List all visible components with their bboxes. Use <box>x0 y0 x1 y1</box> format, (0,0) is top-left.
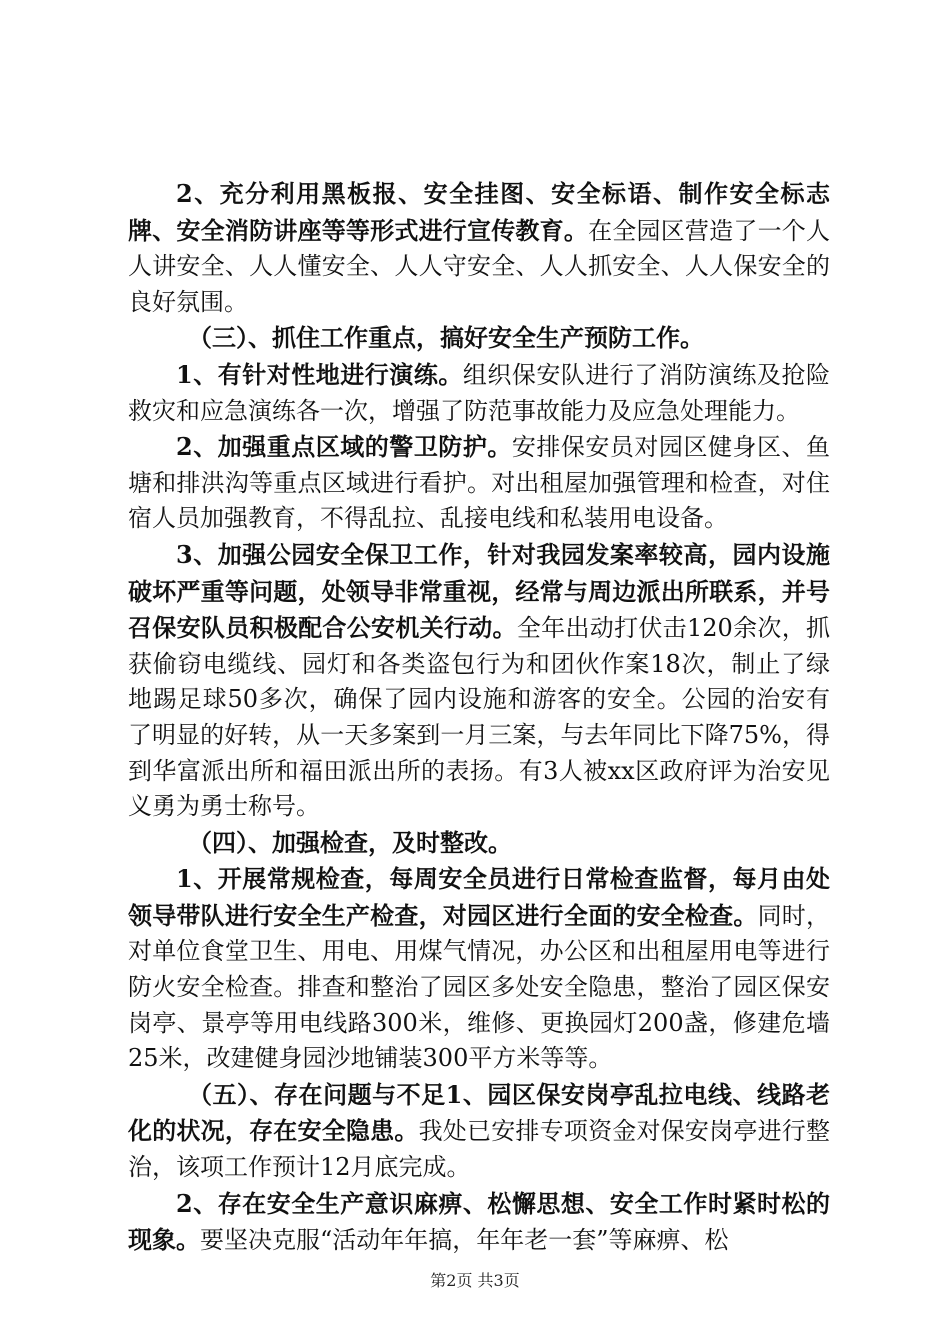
paragraph-lead: 3、加强公园安全保卫工作，针对我园发案率较高，园内设施破坏严重等问题，处领导非常重视，经常与周边派出所联系，并号召保安队员积极配合公安机关行动。 <box>128 539 830 643</box>
paragraph-text: 安排保安员对园区健身区、鱼塘和排洪沟等重点区域进行看护。对出租屋加强管理和检查，对住宿人员加强教育，不得乱拉、乱接电线和私装用电设备。 <box>128 433 830 533</box>
paragraph-lead: 1、开展常规检查，每周安全员进行日常检查监督，每月由处领导带队进行安全生产检查，对园区进行全面的安全检查。 <box>128 864 830 930</box>
section-heading-4 <box>128 825 830 862</box>
document-body <box>128 176 830 1259</box>
paragraph-lead: 2、存在安全生产意识麻痹、松懈思想、安全工作时紧时松的现象。 <box>128 1188 830 1255</box>
section-heading-text: （三）、抓住工作重点，搞好安全生产预防工作。 <box>188 323 704 353</box>
paragraph-text: 我处已安排专项资金对保安岗亭进行整治，该项工作预计12月底完成。 <box>128 1117 831 1182</box>
paragraph-lead: 2、充分利用黑板报、安全挂图、安全标语、制作安全标志牌、安全消防讲座等等形式进行宣传教育。 <box>128 179 830 245</box>
paragraph-publicity <box>128 176 830 320</box>
paragraph-text: 组织保安队进行了消防演练及抢险救灾和应急演练各一次，增强了防范事故能力及应急处理能力。 <box>128 360 831 425</box>
paragraph-text: 同时，对单位食堂卫生、用电、用煤气情况，办公区和出租屋用电等进行防火安全检查。排查和整治了园区多处安全隐患，整治了园区保安岗亭、景亭等用电线路300米，维修、更换园灯200盏，修建危墙25米，改建健身园沙地铺装300平方米等等。 <box>128 901 831 1073</box>
paragraph-text: 在全园区营造了一个人人讲安全、人人懂安全、人人守安全、人人抓安全、人人保安全的良好氛围。 <box>128 216 831 316</box>
paragraph-key-areas <box>128 429 830 537</box>
paragraph-lead: 1、有针对性地进行演练。 <box>176 359 463 389</box>
paragraph-drills <box>128 357 830 429</box>
section-heading-text: （四）、加强检查，及时整改。 <box>188 827 512 857</box>
paragraph-problems <box>128 1077 830 1186</box>
paragraph-park-security <box>128 537 830 825</box>
paragraph-lead: 2、加强重点区域的警卫防护。 <box>176 432 512 462</box>
paragraph-text: 全年出动打伏击120余次，抓获偷窃电缆线、园灯和各类盗包行为和团伙作案18次，制止了绿地踢足球50多次，确保了园内设施和游客的安全。公园的治安有了明显的好转，从一天多案到一月三案，与去年同比下降75%，得到华富派出所和福田派出所的表扬。有3人被xx区政府评为治安见义勇为勇士称号。 <box>128 614 831 821</box>
paragraph-inspections <box>128 861 830 1077</box>
page-footer: 第2页 共3页 <box>430 1271 520 1290</box>
paragraph-text: 要坚决克服“活动年年搞，年年老一套”等麻痹、松 <box>200 1226 729 1255</box>
paragraph-awareness <box>128 1186 830 1259</box>
section-heading-3 <box>128 320 830 357</box>
paragraph-lead: （五）、存在问题与不足1、园区保安岗亭乱拉电线、线路老化的状况，存在安全隐患。 <box>128 1079 830 1146</box>
